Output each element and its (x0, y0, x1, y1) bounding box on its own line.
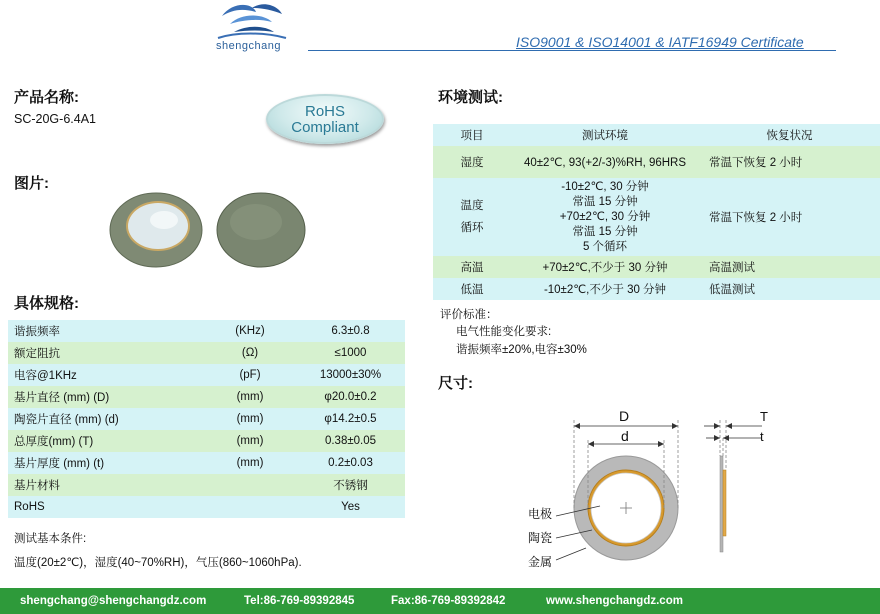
product-model: SC-20G-6.4A1 (14, 112, 96, 126)
env-row (433, 178, 880, 256)
spec-value: 0.38±0.05 (324, 435, 377, 447)
env-item (433, 178, 511, 256)
footer-tel: Tel:86-769-89392845 (244, 595, 355, 607)
env-condition: 40±2℃, 93(+2/-3)%RH, 96HRS (523, 157, 687, 169)
spec-heading: 具体规格: (14, 295, 79, 312)
footer-email[interactable]: shengchang@shengchangdz.com (20, 595, 207, 607)
env-item-line: 循环 (460, 222, 484, 234)
product-photo-front (108, 192, 204, 268)
dim-label-T: T (760, 409, 768, 424)
spec-name: 额定阻抗 (14, 348, 60, 360)
label-ceramic: 陶瓷 (528, 531, 553, 545)
footer-bar (0, 588, 880, 614)
spec-name: 总厚度(mm) (T) (14, 436, 94, 448)
env-row (433, 146, 880, 178)
logo-text: shengchang (216, 40, 281, 52)
spec-value: φ14.2±0.5 (324, 413, 377, 425)
spec-unit: (KHz) (235, 325, 265, 337)
env-condition: -10±2℃,不少于 30 分钟 (543, 284, 667, 296)
env-recovery: 常温下恢复 2 小时 (709, 212, 803, 224)
env-condition-line: +70±2℃, 30 分钟 (559, 210, 651, 223)
env-row (433, 256, 880, 278)
criteria-label: 评价标准： (440, 309, 498, 321)
env-condition-line: -10±2℃, 30 分钟 (561, 180, 649, 193)
spec-name: 基片直径 (mm) (D) (14, 392, 110, 404)
spec-name: 基片厚度 (mm) (t) (14, 458, 105, 470)
env-item: 低温 (460, 284, 484, 296)
spec-unit: (pF) (239, 369, 261, 381)
env-condition-line: 常温 15 分钟 (572, 195, 638, 208)
logo-mark-icon (212, 2, 292, 44)
env-condition-line: 常温 15 分钟 (572, 225, 638, 238)
spec-value: Yes (341, 501, 360, 513)
spec-unit: (mm) (236, 391, 264, 403)
env-condition (511, 178, 699, 256)
side-view-metal (720, 456, 723, 552)
dim-label-D: D (619, 408, 630, 424)
product-photo-back (216, 192, 306, 268)
spec-row (8, 320, 405, 342)
env-recovery: 低温测试 (709, 284, 755, 296)
env-test-table (433, 124, 880, 300)
picture-heading: 图片: (14, 175, 49, 192)
label-metal: 金属 (528, 555, 553, 569)
criteria-sub: 电气性能变化要求: (456, 326, 552, 338)
env-condition: +70±2℃,不少于 30 分钟 (542, 262, 668, 274)
header-divider (308, 50, 836, 51)
env-header-recovery: 恢复状况 (766, 130, 813, 142)
spec-unit: (Ω) (241, 347, 259, 359)
dimensions-heading: 尺寸: (438, 375, 473, 392)
side-view-ceramic (723, 470, 726, 536)
spec-value: 0.2±0.03 (328, 457, 373, 469)
footer-website[interactable]: www.shengchangdz.com (546, 595, 683, 607)
rohs-badge-line1: RoHS (304, 103, 345, 120)
env-header-env: 测试环境 (582, 130, 628, 142)
spec-value: 13000±30% (319, 369, 382, 381)
dim-label-d: d (621, 428, 629, 444)
spec-value: φ20.0±0.2 (324, 391, 377, 403)
spec-name: 谐振频率 (14, 326, 60, 338)
rohs-badge (266, 94, 384, 144)
spec-name: 电容@1KHz (14, 370, 77, 382)
spec-table (8, 320, 405, 518)
label-electrode: 电极 (528, 507, 553, 521)
spec-unit: (mm) (236, 457, 264, 469)
spec-row (8, 364, 405, 386)
env-condition-line: 5 个循环 (582, 240, 628, 253)
spec-row (8, 386, 405, 408)
criteria-value: 谐振频率±20%,电容±30% (456, 344, 587, 356)
env-item: 高温 (460, 262, 484, 274)
spec-row (8, 496, 405, 518)
spec-name: RoHS (14, 501, 45, 513)
dim-label-t: t (760, 429, 764, 444)
env-row (433, 278, 880, 300)
env-recovery: 常温下恢复 2 小时 (709, 157, 803, 169)
footer-fax: Fax:86-769-89392842 (391, 595, 506, 607)
spec-value: ≤1000 (334, 347, 367, 359)
spec-value: 不锈钢 (333, 480, 368, 492)
spec-unit (204, 474, 290, 496)
spec-name: 基片材料 (14, 480, 60, 492)
spec-row (8, 430, 405, 452)
spec-row (8, 474, 405, 496)
spec-row (8, 342, 405, 364)
certificate-text: ISO9001 & ISO14001 & IATF16949 Certificate (516, 34, 804, 50)
env-test-heading: 环境测试: (438, 89, 503, 106)
product-name-heading: 产品名称: (14, 89, 79, 106)
rohs-badge-line2: Compliant (291, 119, 359, 136)
spec-name: 陶瓷片直径 (mm) (d) (14, 414, 119, 426)
test-conditions: 温度(20±2℃)，湿度(40~70%RH)，气压(860~1060hPa). (14, 557, 302, 569)
env-recovery: 高温测试 (709, 262, 755, 274)
spec-value: 6.3±0.8 (331, 325, 370, 337)
spec-row (8, 408, 405, 430)
env-header-row (433, 124, 880, 146)
env-header-item: 项目 (460, 130, 484, 142)
env-item-line: 温度 (460, 200, 484, 212)
spec-unit (204, 496, 290, 518)
env-item: 湿度 (460, 157, 484, 169)
spec-row (8, 452, 405, 474)
spec-unit: (mm) (236, 413, 264, 425)
test-conditions-label: 测试基本条件: (14, 533, 87, 545)
spec-unit: (mm) (236, 435, 264, 447)
company-logo (212, 2, 292, 52)
